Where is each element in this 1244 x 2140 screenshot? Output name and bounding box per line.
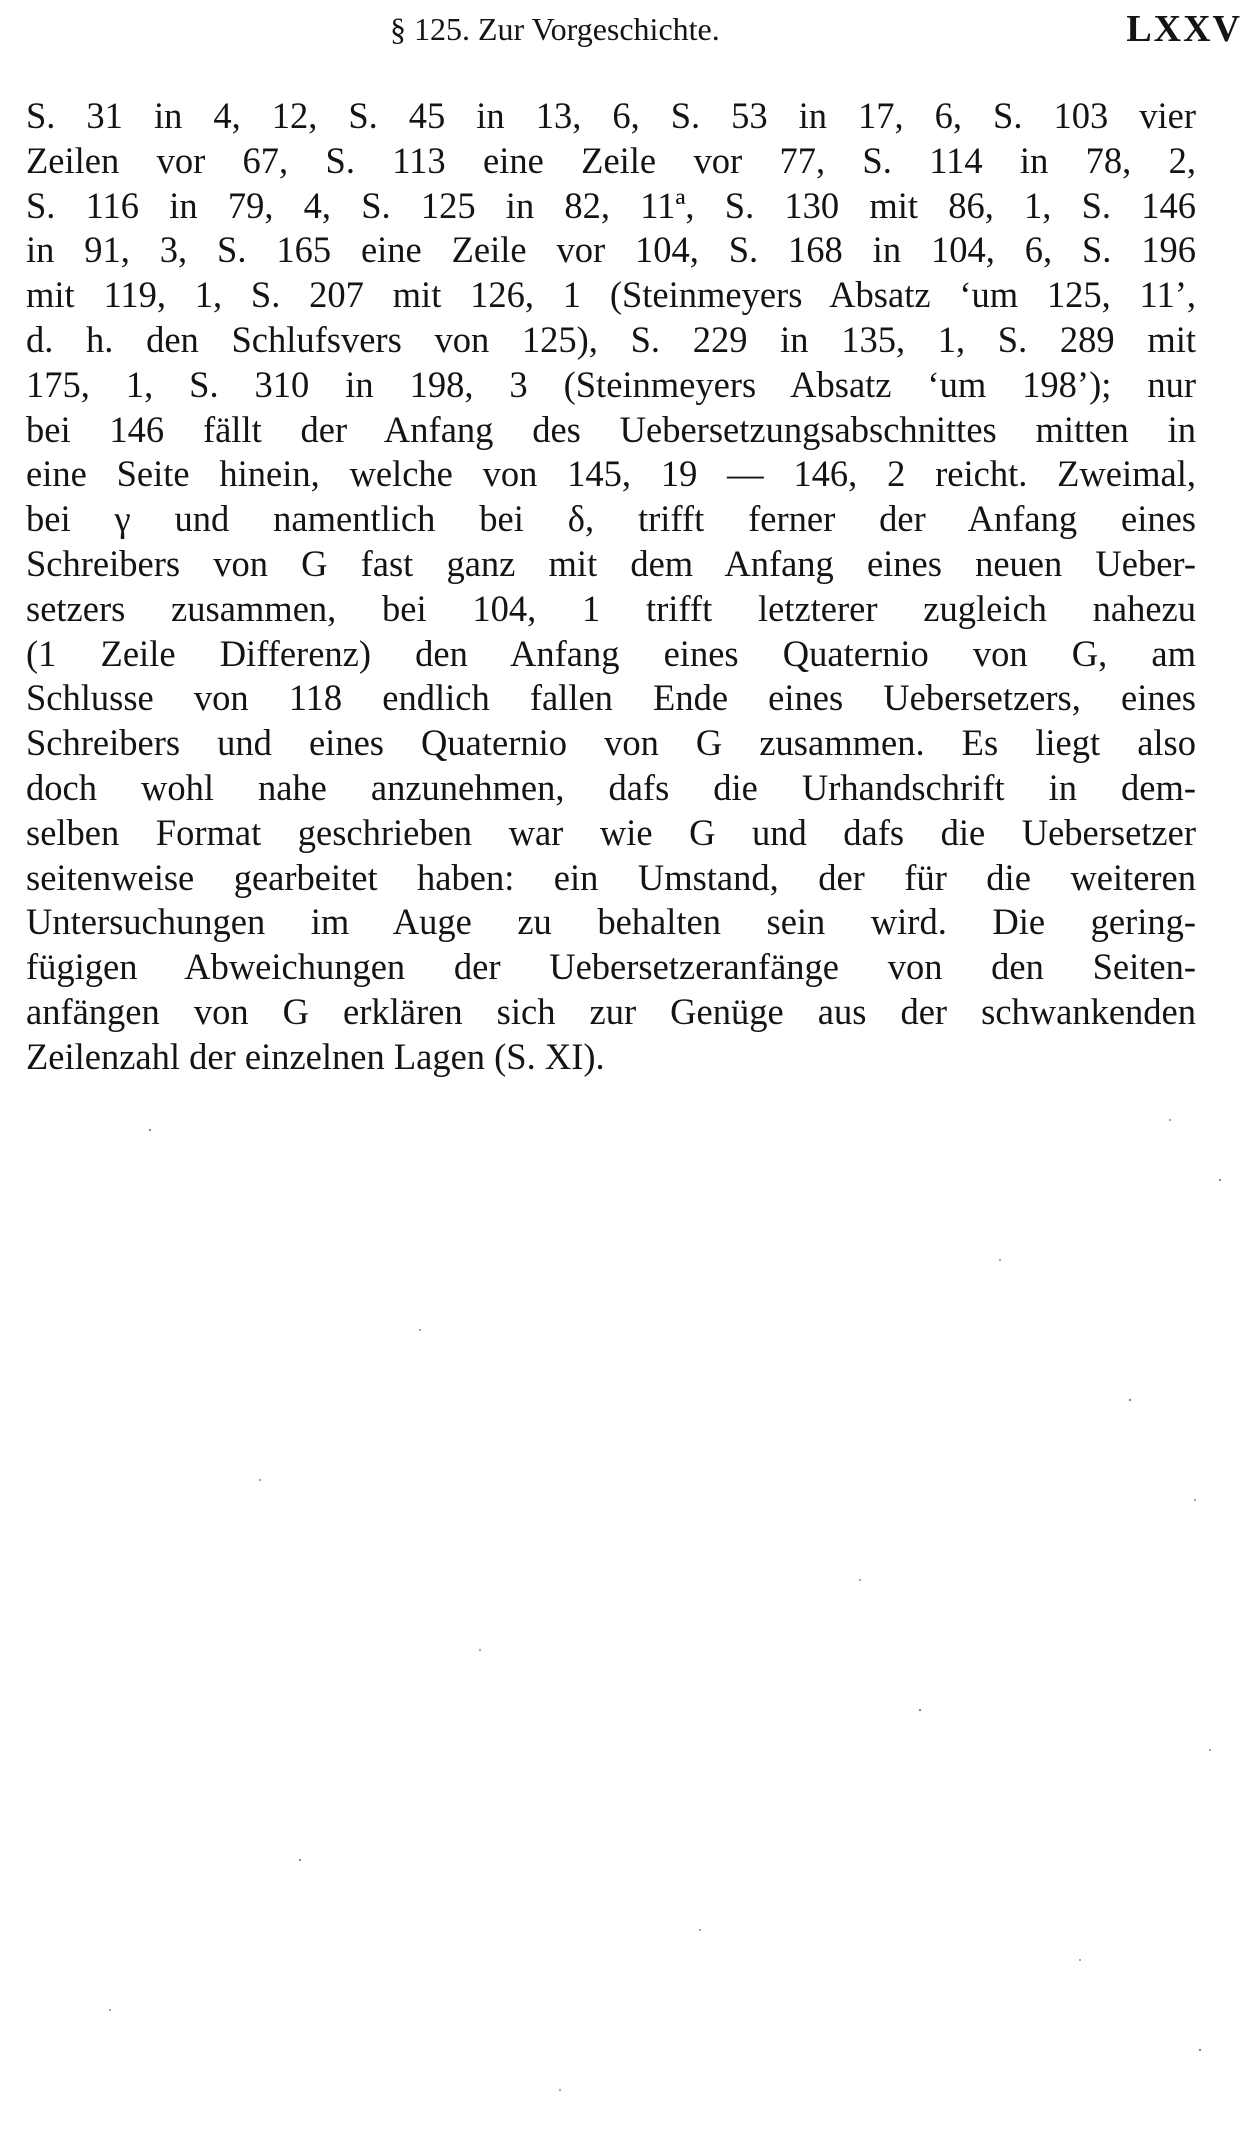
text-line: in 91, 3, S. 165 eine Zeile vor 104, S. 168 in 104, 6, S. 196 [26,229,1196,271]
text-line: Zeilenzahl der einzelnen Lagen (S. XI). [26,1035,605,1077]
text-line: S. 116 in 79, 4, S. 125 in 82, 11ª, S. 130 mit 86, 1, S. 146 [26,184,1196,226]
text-line: anfängen von G erklären sich zur Genüge aus der schwankenden [26,990,1196,1032]
text-line: doch wohl nahe anzunehmen, dafs die Urhandschrift in dem- [26,766,1196,808]
text-line: Schreibers und eines Quaternio von G zusammen. Es liegt also [26,722,1196,764]
text-line: Schreibers von G fast ganz mit dem Anfang eines neuen Ueber- [26,542,1196,584]
page-number: LXXV [1126,8,1242,50]
text-line: S. 31 in 4, 12, S. 45 in 13, 6, S. 53 in 17, 6, S. 103 vier [26,95,1196,136]
section-title: § 125. Zur Vorgeschichte. [390,11,720,47]
text-line: (1 Zeile Differenz) den Anfang eines Quaternio von G, am [26,632,1196,674]
text-line: eine Seite hinein, welche von 145, 19 — 146, 2 reicht. Zweimal, [26,453,1196,495]
text-line: Zeilen vor 67, S. 113 eine Zeile vor 77, S. 114 in 78, 2, [26,139,1196,181]
text-line: setzers zusammen, bei 104, 1 trifft letzterer zugleich nahezu [26,587,1196,629]
text-line: bei 146 fällt der Anfang des Uebersetzungsabschnittes mitten in [26,408,1196,450]
text-line: fügigen Abweichungen der Uebersetzeranfänge von den Seiten- [26,946,1196,988]
text-line: Untersuchungen im Auge zu behalten sein wird. Die gering- [26,901,1196,943]
text-line: Schlusse von 118 endlich fallen Ende eines Uebersetzers, eines [26,677,1196,719]
text-line: 175, 1, S. 310 in 198, 3 (Steinmeyers Absatz ‘um 198’); nur [26,363,1196,405]
text-line: seitenweise gearbeitet haben: ein Umstand, der für die weiteren [26,856,1196,898]
text-line: mit 119, 1, S. 207 mit 126, 1 (Steinmeyers Absatz ‘um 125, 11’, [26,274,1196,316]
text-line: selben Format geschrieben war wie G und dafs die Uebersetzer [26,811,1196,853]
text-line: d. h. den Schlufsvers von 125), S. 229 in 135, 1, S. 289 mit [26,318,1196,360]
text-line: bei γ und namentlich bei δ, trifft ferner der Anfang eines [26,498,1196,540]
